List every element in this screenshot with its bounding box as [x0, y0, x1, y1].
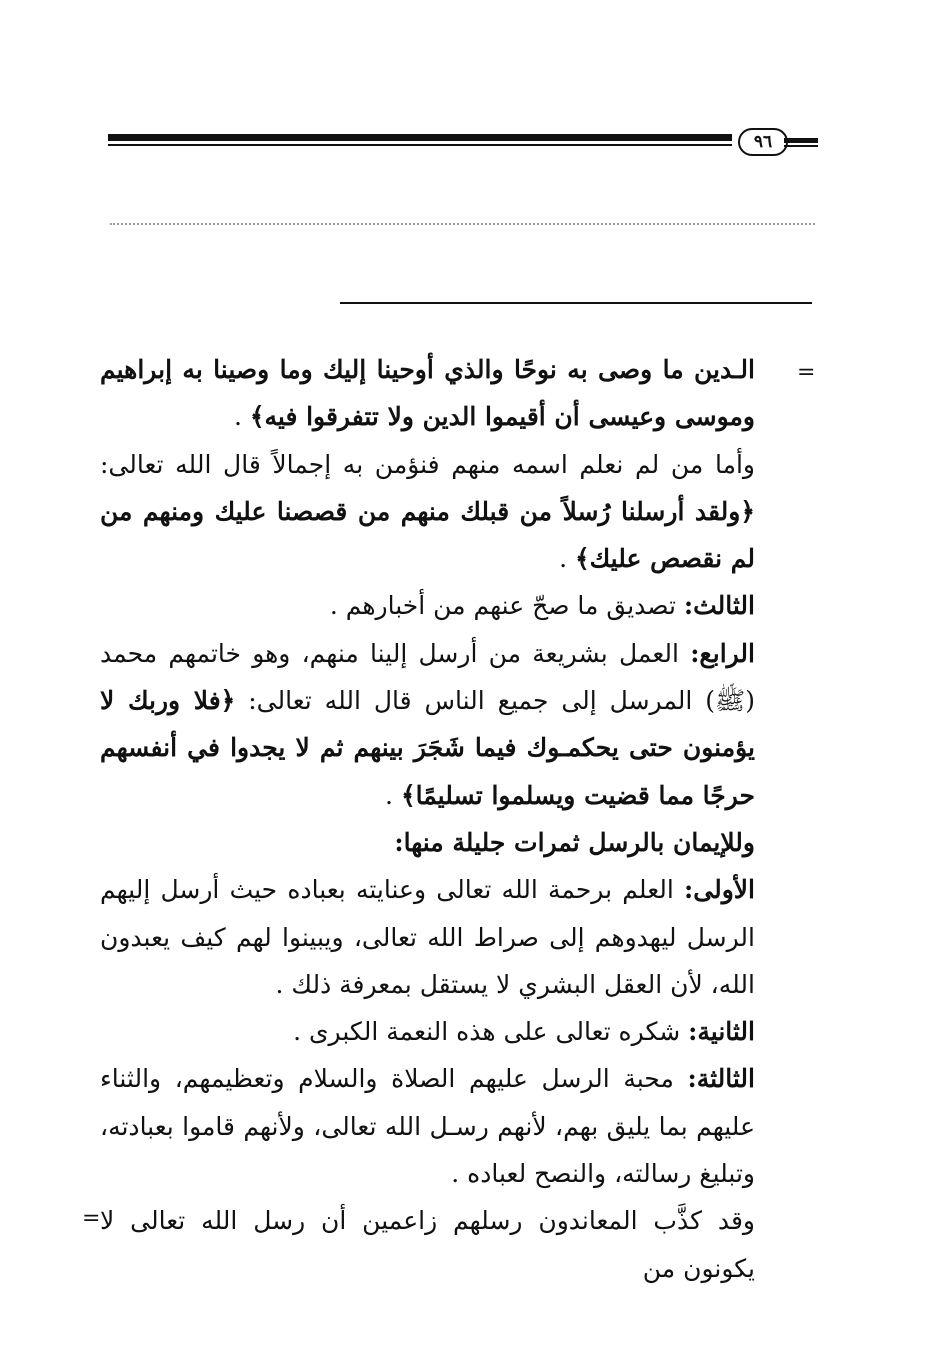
punctuation: .	[233, 402, 250, 432]
punctuation: .	[385, 780, 401, 810]
paragraph-text: شكره تعالى على هذه النعمة الكبرى .	[293, 1017, 689, 1047]
quran-quote: ﴿فلا وربك لا يؤمنون حتى يحكمـوك فيما شَجَرَ بينهم ثم لا يجدوا في أنفسهم حرجًا مما قضيت ويسلموا تسليمًا﴾	[100, 686, 755, 810]
header-rule-thick	[108, 134, 732, 141]
paragraph	[100, 346, 755, 441]
paragraph	[100, 441, 755, 583]
dotted-divider	[110, 223, 815, 225]
paragraph	[100, 1055, 755, 1197]
page-number: ٩٦	[738, 128, 788, 156]
paragraph-text: محبة الرسل عليهم الصلاة والسلام وتعظيمهم، والثناء عليهم بما يليق بهم، لأنهم رسـل الله تعالى، ولأنهم قاموا بعبادته، وتبليغ رسالته، والنصح لعباده .	[100, 1064, 755, 1189]
paragraph-text: تصديق ما صحّ عنهم من أخبارهم .	[329, 591, 684, 621]
punctuation: .	[559, 544, 575, 574]
paragraph	[100, 1008, 755, 1055]
paragraph: وقد كذَّب المعاندون رسلهم زاعمين أن رسل الله تعالى لا يكونون من	[100, 1206, 755, 1283]
paragraph	[100, 630, 755, 819]
paragraph-text: العمل بشريعة من أرسل إلينا منهم، وهو خاتمهم محمد (ﷺ) المرسل إلى جميع الناس قال الله تعالى:	[100, 638, 755, 716]
header-rule-thin	[108, 144, 732, 146]
item-label: الثالثة:	[687, 1064, 755, 1094]
paragraph-text: العلم برحمة الله تعالى وعنايته بعباده حيث أرسل إليهم الرسل ليهدوهم إلى صراط الله تعالى، ويبينوا لهم كيف يعبدون الله، لأن العقل البشري لا يستقل بمعرفة ذلك .	[100, 875, 755, 999]
footnote-separator	[340, 302, 812, 304]
item-label: الثالث:	[683, 591, 755, 621]
header-rule-right-thin	[784, 145, 818, 147]
item-label: الرابع:	[690, 638, 755, 668]
paragraph	[100, 866, 755, 1008]
paragraph	[100, 582, 755, 629]
page-header	[108, 128, 818, 158]
quran-quote: الـدين ما وصى به نوحًا والذي أوحينا إليك وما وصينا به إبراهيم وموسى وعيسى أن أقيموا الدين ولا تتفرقوا فيه﴾	[100, 355, 756, 432]
item-label: الأولى:	[684, 875, 755, 905]
paragraph-heading: وللإيمان بالرسل ثمرات جليلة منها:	[394, 827, 755, 857]
footnote-text	[100, 346, 755, 1292]
paragraph-text: وأما من لم نعلم اسمه منهم فنؤمن به إجمالاً قال الله تعالى:	[100, 449, 755, 479]
continues-marker: =	[82, 1206, 101, 1231]
continuation-marker: =	[797, 360, 816, 385]
header-rule-right-thick	[784, 138, 818, 143]
quran-quote: ﴿ولقد أرسلنا رُسلاً من قبلك منهم من قصصنا عليك ومنهم من لم نقصص عليك﴾	[100, 496, 755, 574]
item-label: الثانية:	[688, 1017, 755, 1047]
